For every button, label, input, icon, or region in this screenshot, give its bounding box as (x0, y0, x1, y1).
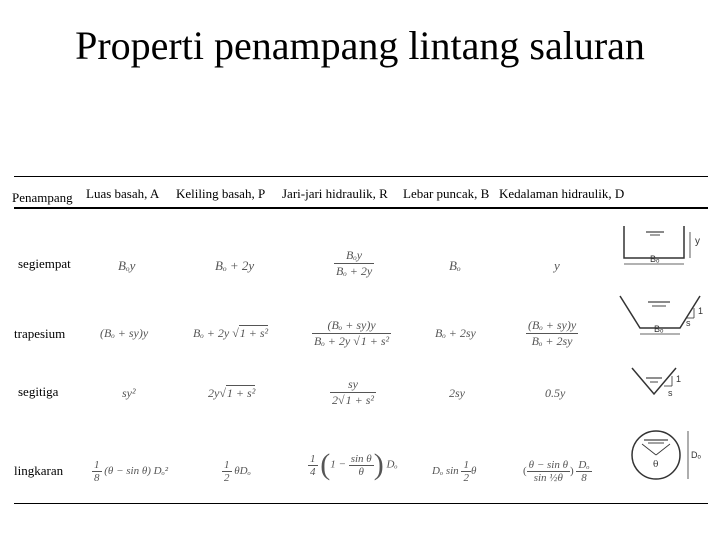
trapezoid-s-label: s (686, 318, 691, 328)
trapezoid-b-label: Bₒ (654, 324, 664, 334)
triangle-s-label: s (668, 388, 673, 398)
segiempat-area: Bₒy (118, 258, 136, 273)
circular-angle-right (656, 444, 670, 455)
segitiga-radius-den-b: 1 + s² (345, 393, 374, 407)
lingkaran-perimeter-coef-den: 2 (224, 472, 230, 484)
segiempat-radius-den: Bₒ + 2y (336, 264, 373, 278)
lingkaran-depth-den: sin ½θ (527, 471, 570, 484)
rectangle-channel-figure (620, 222, 710, 272)
circular-channel-figure (628, 426, 714, 486)
segiempat-depth: y (554, 258, 560, 273)
lingkaran-radius-tail: Dₒ (386, 458, 398, 471)
trapesium-radius: $\frac{\text{(Bₒ + sy)y}}{\text{Bₒ + 2y √1 + s²}}$ (314, 318, 390, 348)
lingkaran-radius-one: 1 − (330, 458, 346, 471)
header-luas-basah: Luas basah, A (86, 186, 160, 201)
lingkaran-area-coef-den: 8 (94, 472, 100, 484)
circular-theta-label: θ (653, 460, 659, 470)
trapesium-top-width: Bₒ + 2sy (435, 326, 476, 340)
header-penampang: Penampang (12, 190, 73, 205)
trapesium-area: (Bₒ + sy)y (100, 326, 149, 340)
segitiga-perimeter: 2y√1 + s² (208, 386, 256, 400)
trapesium-radius-den-a: Bₒ + 2y (314, 334, 351, 348)
table-top-rule (14, 176, 708, 177)
lingkaran-depth-tail-den: 8 (576, 471, 591, 484)
segiempat-perimeter: Bₒ + 2y (215, 258, 255, 273)
header-bottom-rule (14, 207, 708, 209)
circular-angle-left (642, 444, 656, 455)
lingkaran-area-expr: (θ − sin θ) Dₒ² (104, 465, 169, 478)
segiempat-top-width: Bₒ (449, 258, 461, 273)
lingkaran-top-width-theta: θ (470, 465, 477, 478)
lingkaran-radius-coef-num: 1 (310, 452, 316, 465)
segiempat-radius (334, 248, 374, 279)
segitiga-perimeter-b: 1 + s² (226, 386, 256, 400)
row-label-lingkaran: lingkaran (14, 463, 64, 478)
lingkaran-perimeter-coef-num: 1 (224, 459, 230, 471)
lingkaran-depth: ( $\frac{\text{θ − sin θ}}{\text{sin ½θ}}$ ) $\frac{\text{Dₒ}}{8}$ (523, 459, 590, 484)
circular-d-label: Dₒ (691, 450, 701, 460)
lingkaran-top-width-a: Dₒ sin (432, 465, 459, 478)
row-label-segitiga: segitiga (18, 384, 59, 399)
trapesium-perimeter-a: Bₒ + 2y (193, 326, 230, 340)
trapesium-perimeter-b: 1 + s² (239, 326, 269, 340)
segitiga-area: sy² (122, 386, 136, 400)
trapezoid-one-label: 1 (698, 306, 704, 316)
rectangle-y-label: y (695, 236, 700, 247)
triangle-channel-figure (630, 364, 700, 404)
segiempat-radius-num: Bₒy (346, 248, 363, 262)
lingkaran-radius-inner-den: θ (349, 465, 374, 478)
segitiga-perimeter-a: 2y (208, 386, 220, 400)
trapesium-radius-num: (Bₒ + sy)y (327, 318, 376, 332)
segitiga-radius: $\frac{sy}{\text{2√1 + s²}}$ (332, 377, 374, 407)
page-title: Properti penampang lintang saluran (75, 23, 645, 68)
lingkaran-top-width-frac-num: 1 (463, 459, 469, 471)
lingkaran-top-width-frac-den: 2 (463, 472, 469, 484)
segitiga-top-width: 2sy (449, 386, 465, 400)
trapesium-depth-den: Bₒ + 2sy (526, 333, 578, 349)
lingkaran-perimeter (222, 459, 251, 484)
segitiga-depth: 0.5y (545, 386, 566, 400)
lingkaran-area (92, 459, 168, 484)
lingkaran-perimeter-expr: θDₒ (234, 465, 251, 478)
trapesium-depth-num: (Bₒ + sy)y (528, 318, 577, 332)
lingkaran-radius-coef-den: 4 (310, 465, 316, 478)
lingkaran-radius-inner-num: sin θ (350, 452, 372, 465)
lingkaran-top-width (432, 459, 476, 484)
row-label-segiempat: segiempat (18, 256, 71, 271)
segitiga-radius-den-a: 2 (332, 393, 338, 407)
lingkaran-area-coef-num: 1 (94, 459, 100, 471)
lingkaran-radius: $\frac{1}{4}$ (1 − $\frac{\text{sin θ}}{\theta}$ ) Dₒ (310, 448, 398, 481)
trapezoid-channel-figure (618, 292, 714, 342)
table-bottom-rule (14, 503, 708, 504)
row-label-trapesium: trapesium (14, 326, 66, 341)
lingkaran-depth-num: θ − sin θ (528, 459, 568, 471)
trapesium-radius-den-b: 1 + s² (360, 334, 390, 348)
header-kedalaman-hidraulik: Kedalaman hidraulik, D (499, 186, 625, 201)
segitiga-radius-num: sy (347, 377, 358, 391)
header-lebar-puncak: Lebar puncak, B (403, 186, 490, 201)
header-jari-jari-hidraulik: Jari-jari hidraulik, R (282, 186, 388, 201)
trapesium-depth (526, 318, 578, 349)
header-keliling-basah: Keliling basah, P (176, 186, 266, 201)
trapesium-perimeter: Bₒ + 2y √1 + s² (193, 326, 269, 340)
rectangle-b-label: Bₒ (650, 254, 660, 264)
lingkaran-depth-tail-num: Dₒ (578, 459, 590, 471)
triangle-one-label: 1 (676, 374, 682, 384)
